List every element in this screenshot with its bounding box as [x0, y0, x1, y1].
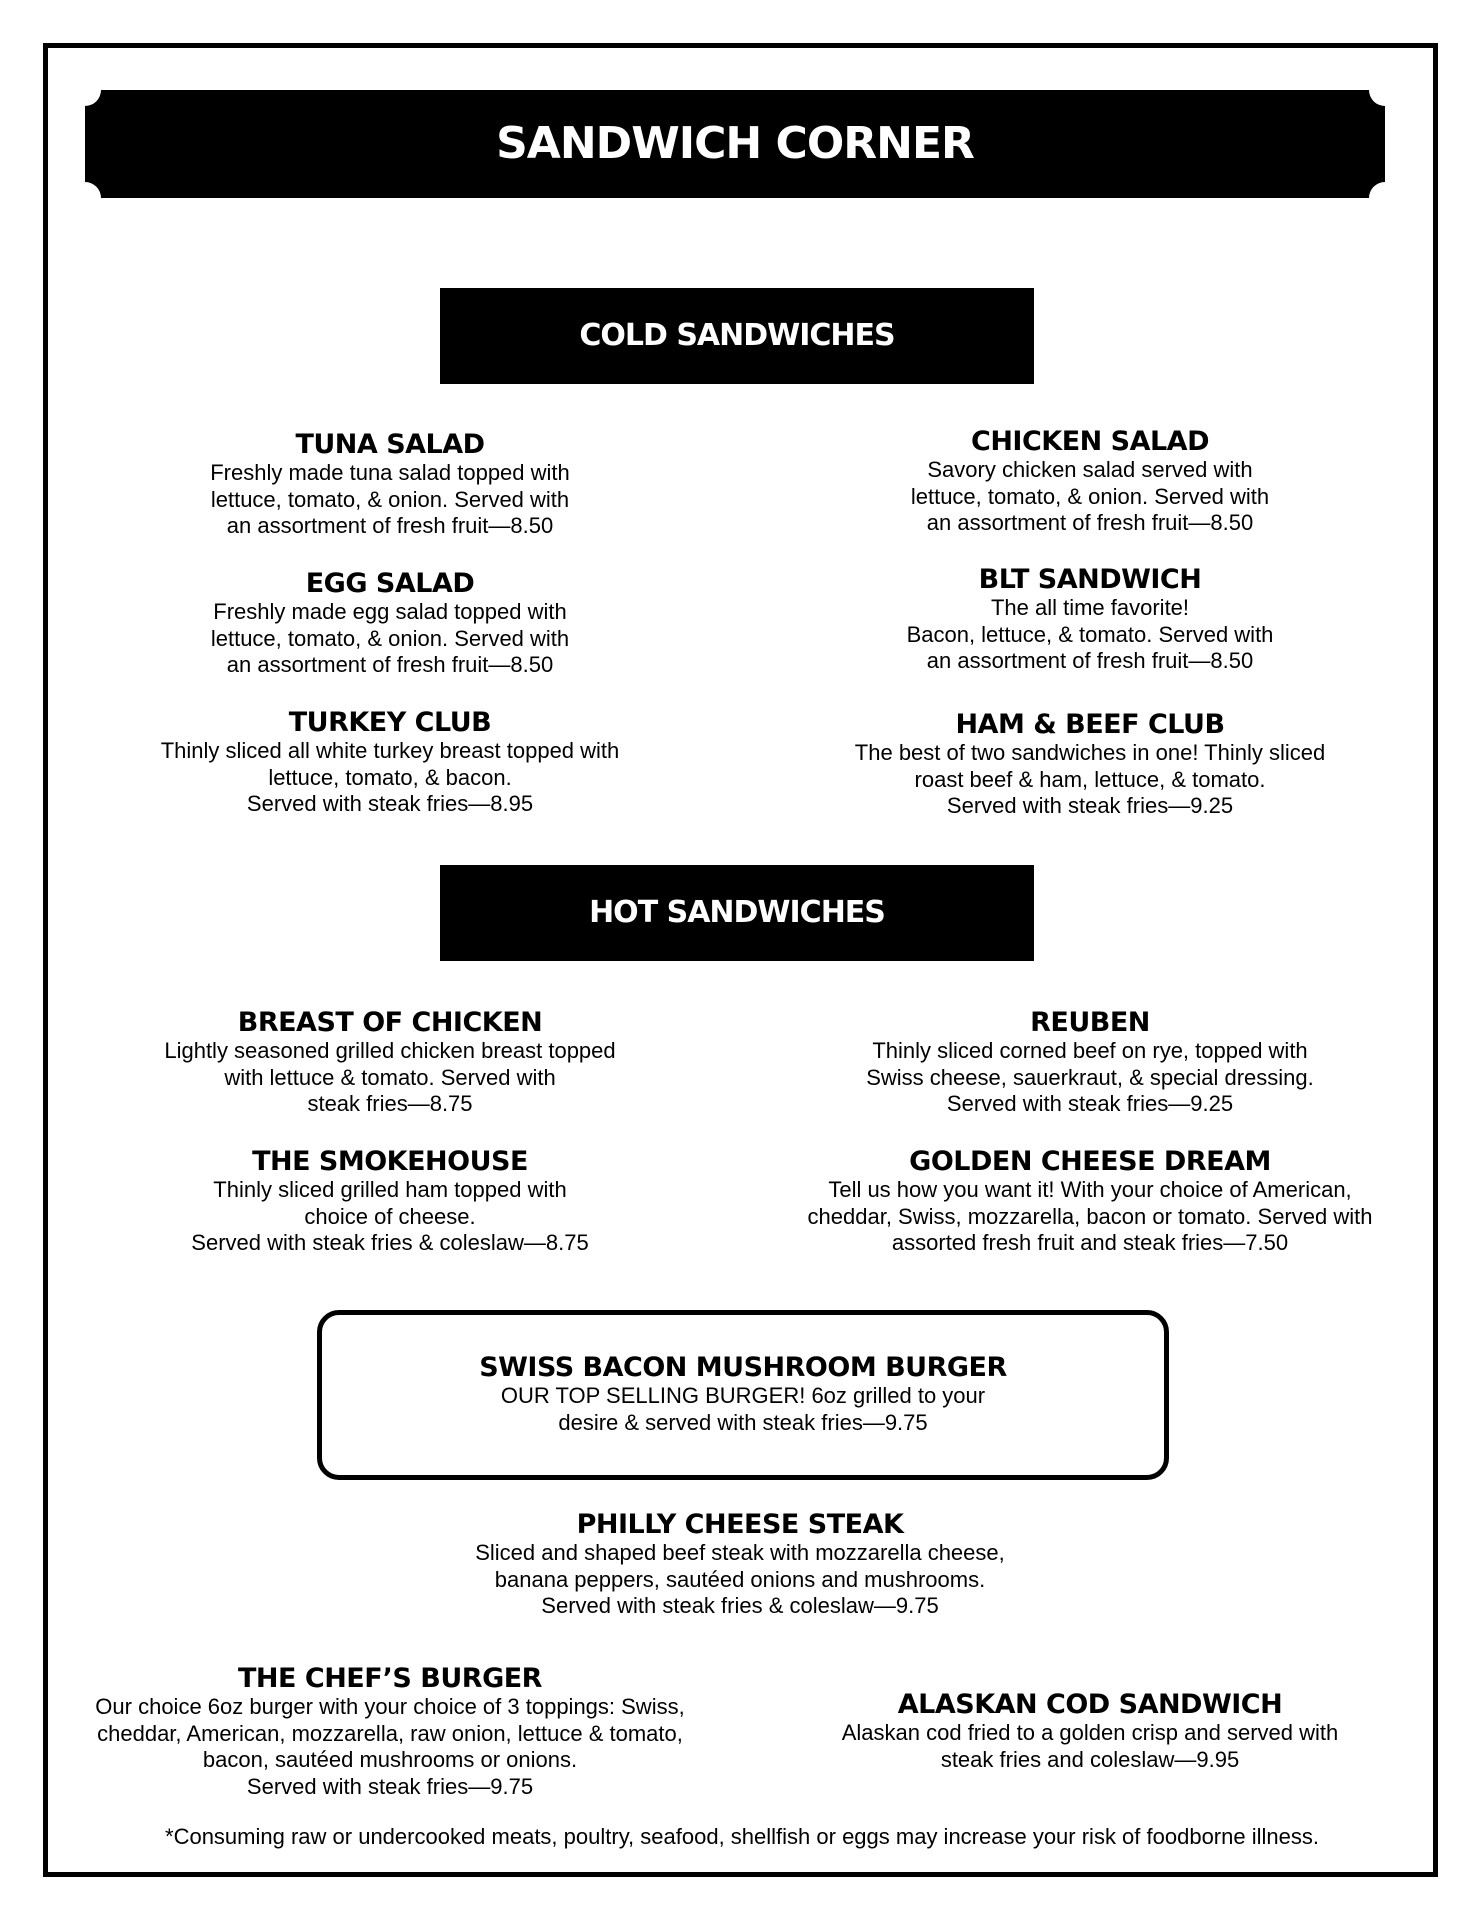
page-title: SANDWICH CORNER — [496, 118, 974, 169]
item-name: TURKEY CLUB — [288, 707, 492, 738]
menu-item-chicken-salad — [770, 427, 1410, 537]
menu-item-tuna-salad — [100, 430, 680, 540]
menu-item-alaskan-cod-sandwich — [780, 1690, 1400, 1773]
menu-item-breast-of-chicken — [100, 1008, 680, 1118]
menu-item-swiss-bacon-mushroom-burger — [317, 1353, 1169, 1436]
item-description: Lightly seasoned grilled chicken breast topped with lettuce & tomato. Served with steak fries—8.75 — [164, 1038, 616, 1116]
item-description: Thinly sliced corned beef on rye, topped with Swiss cheese, sauerkraut, & special dressing. Served with steak fries—9.25 — [866, 1038, 1314, 1116]
item-description: Freshly made egg salad topped with lettuce, tomato, & onion. Served with an assortment of fresh fruit—8.50 — [210, 599, 570, 677]
menu-item-turkey-club — [100, 708, 680, 818]
item-name: BLT SANDWICH — [978, 564, 1202, 595]
item-name: CHICKEN SALAD — [971, 426, 1209, 457]
item-name: PHILLY CHEESE STEAK — [576, 1509, 904, 1540]
item-description: Tell us how you want it! With your choice of American, cheddar, Swiss, mozzarella, bacon or tomato. Served with assorted fresh fruit and steak fries—7.50 — [807, 1177, 1373, 1255]
menu-item-egg-salad — [100, 569, 680, 679]
item-description: Freshly made tuna salad topped with lettuce, tomato, & onion. Served with an assortment of fresh fruit—8.50 — [210, 460, 570, 538]
menu-item-ham-beef-club — [770, 710, 1410, 820]
item-description: The all time favorite! Bacon, lettuce, & tomato. Served with an assortment of fresh fruit—8.50 — [906, 595, 1274, 673]
item-description: Our choice 6oz burger with your choice of 3 toppings: Swiss, cheddar, American, mozzarella, raw onion, lettuce & tomato, bacon, sautéed mushrooms or onions. Served with steak fries—9.75 — [95, 1694, 685, 1799]
item-name: ALASKAN COD SANDWICH — [897, 1689, 1283, 1720]
item-name: SWISS BACON MUSHROOM BURGER — [479, 1352, 1007, 1383]
menu-item-golden-cheese-dream — [760, 1147, 1420, 1257]
item-description: Savory chicken salad served with lettuce, tomato, & onion. Served with an assortment of fresh fruit—8.50 — [910, 457, 1270, 535]
item-name: GOLDEN CHEESE DREAM — [909, 1146, 1271, 1177]
menu-item-the-smokehouse — [100, 1147, 680, 1257]
item-description: Sliced and shaped beef steak with mozzarella cheese, banana peppers, sautéed onions and mushrooms. Served with steak fries & coleslaw—9.75 — [475, 1540, 1005, 1618]
hot-sandwiches-header: HOT SANDWICHES — [440, 865, 1034, 961]
item-description: Thinly sliced grilled ham topped with choice of cheese. Served with steak fries & coleslaw—8.75 — [191, 1177, 589, 1255]
item-name: BREAST OF CHICKEN — [237, 1007, 543, 1038]
menu-item-the-chefs-burger — [55, 1664, 725, 1800]
menu-item-blt-sandwich — [770, 565, 1410, 675]
item-name: EGG SALAD — [305, 568, 475, 599]
item-name: THE CHEF’S BURGER — [238, 1663, 542, 1694]
cold-sandwiches-header: COLD SANDWICHES — [440, 288, 1034, 384]
item-description: OUR TOP SELLING BURGER! 6oz grilled to your desire & served with steak fries—9.75 — [500, 1383, 986, 1435]
menu-item-reuben — [770, 1008, 1410, 1118]
item-name: TUNA SALAD — [295, 429, 485, 460]
item-name: THE SMOKEHOUSE — [252, 1146, 528, 1177]
menu-item-philly-cheese-steak — [390, 1510, 1090, 1620]
item-description: Thinly sliced all white turkey breast topped with lettuce, tomato, & bacon. Served with steak fries—8.95 — [160, 738, 620, 816]
item-name: HAM & BEEF CLUB — [955, 709, 1225, 740]
item-description: The best of two sandwiches in one! Thinly sliced roast beef & ham, lettuce, & tomato. Served with steak fries—9.25 — [854, 740, 1326, 818]
item-name: REUBEN — [1030, 1007, 1150, 1038]
title-banner — [85, 90, 1385, 198]
item-description: Alaskan cod fried to a golden crisp and served with steak fries and coleslaw—9.95 — [841, 1720, 1339, 1772]
foodborne-illness-disclaimer: *Consuming raw or undercooked meats, poultry, seafood, shellfish or eggs may increase your risk of foodborne illness. — [165, 1824, 1319, 1849]
